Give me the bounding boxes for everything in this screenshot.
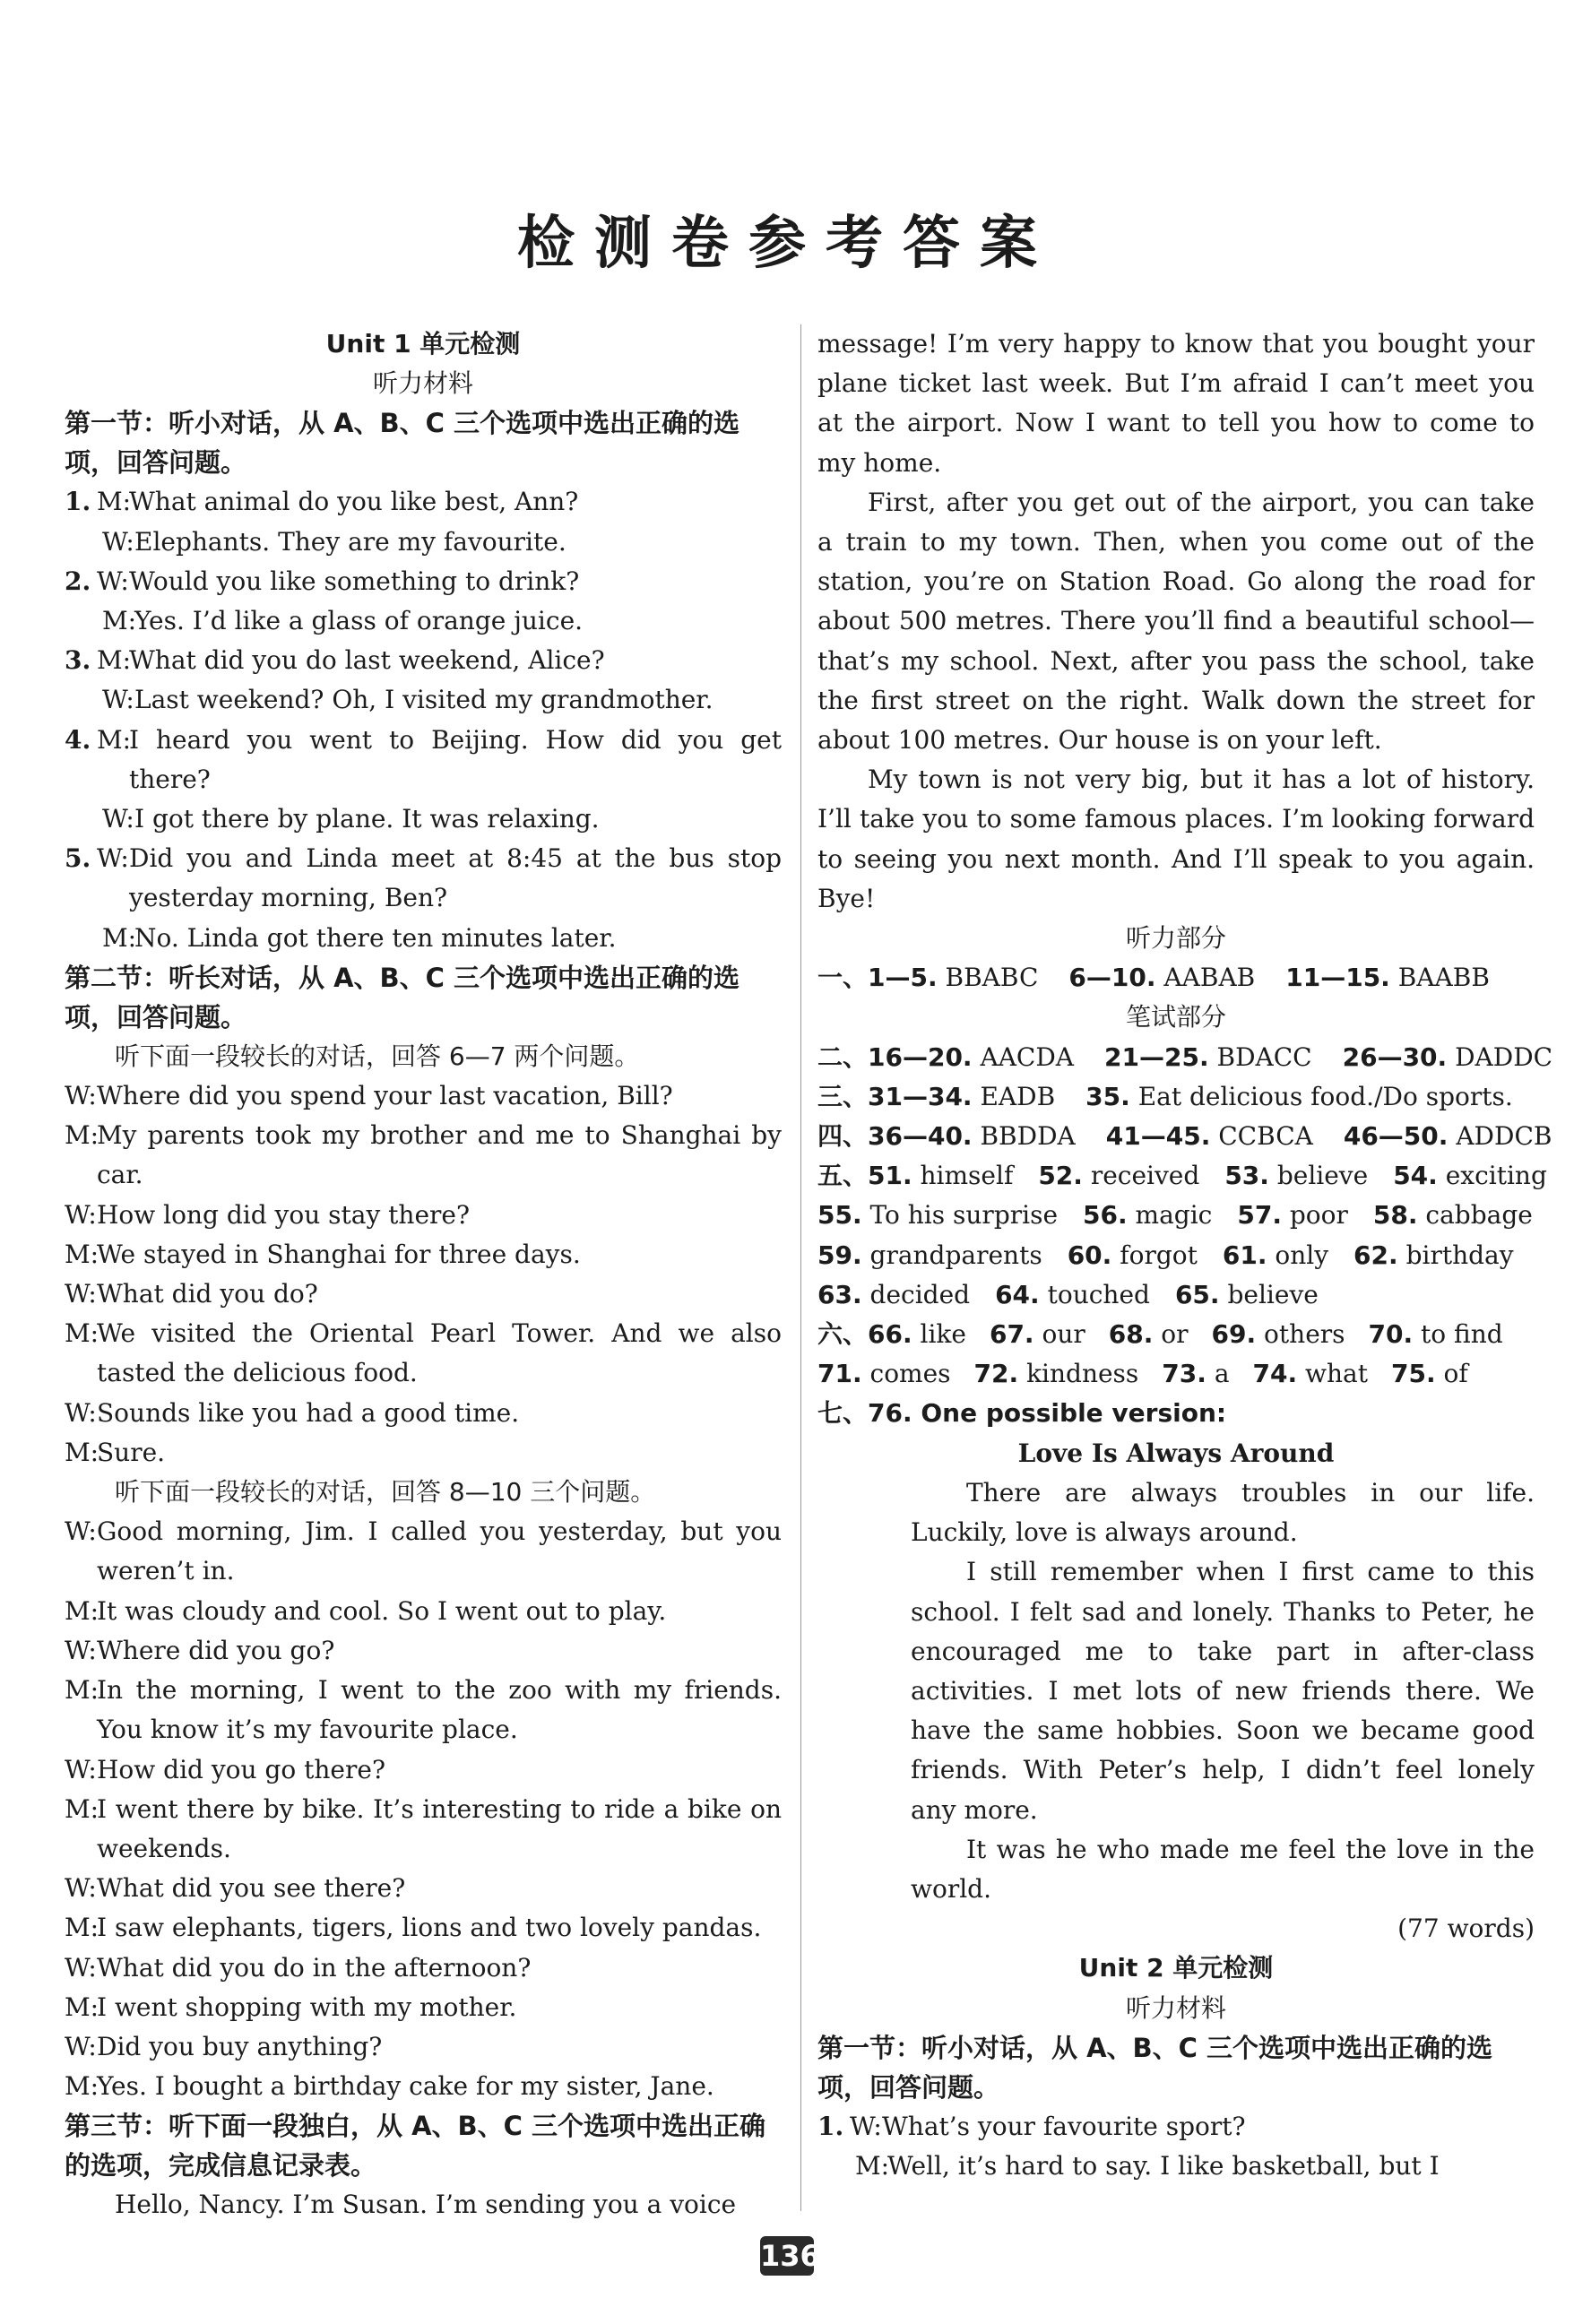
speaker: W: [850,2111,882,2141]
utterance: In the morning, I went to the zoo with my friends. You know it’s my favourite place. [97,1675,782,1745]
speaker: W: [65,1635,97,1665]
answer-item: 60. forgot [1067,1240,1198,1270]
answer-item: 一、1—5. BBABC [817,963,1039,993]
speaker: M: [65,1675,99,1706]
monologue-paragraph: First, after you get out of the airport, you can take a train to my town. Then, when you come out of the station, you’re on Station Road. Go along the road for about 500 metres. There you’ll find a beautiful school—that’s my school. Next, after you pass the school, take the first street on the right. Walk down the street for about 100 metres. Our house is on your left. [817,487,1535,756]
utterance: No. Linda got there ten minutes later. [134,922,617,953]
dialog-line [65,601,782,641]
speaker: M: [65,1437,99,1467]
answer-item: 71. comes [817,1359,951,1389]
speaker: M: [855,2150,890,2181]
utterance: Where did you go? [97,1635,335,1665]
answer-item: 67. our [989,1319,1085,1350]
essay-word-count: (77 words) [1397,1914,1535,1944]
dialog-line [65,680,782,720]
utterance: Did you buy anything? [97,2031,383,2061]
dialog-line [65,1750,782,1790]
unit2-listening-material: 听力材料 [1125,1992,1226,2023]
dialog-line [65,1631,782,1671]
dialog-line [65,1235,782,1274]
dialog-line [65,1908,782,1948]
answer-row [817,1117,1552,1156]
speaker: W: [102,526,134,557]
utterance: I went there by bike. It’s interesting to ride a bike on weekends. [97,1793,782,1863]
unit1-listening-material: 听力材料 [372,368,473,399]
unit1-section2-instruction: 第二节：听长对话，从 A、B、C 三个选项中选出正确的选项，回答问题。 [65,962,740,1032]
answer-row [817,1275,1535,1315]
answer-row [817,1156,1547,1196]
answer-item: 11—15. BAABB [1285,963,1490,993]
utterance: It was cloudy and cool. So I went out to play. [97,1595,667,1626]
answer-item: 53. believe [1224,1161,1369,1191]
answer-row [817,1196,1535,1235]
answer-item: 61. only [1222,1240,1329,1270]
answer-row [817,1315,1535,1354]
dialog-line [65,799,782,839]
dialog-line [65,1196,782,1235]
answer-item: 57. poor [1237,1200,1348,1231]
utterance: What animal do you like best, Ann? [129,487,579,517]
speaker: W: [102,804,134,834]
speaker: M: [97,724,132,755]
unit1-section3-instruction: 第三节：听下面一段独白，从 A、B、C 三个选项中选出正确的选项，完成信息记录表。 [65,2111,766,2181]
answer-item: 63. decided [817,1279,971,1309]
answer-item: 75. of [1390,1359,1468,1389]
speaker: W: [65,1754,97,1784]
left-column [65,324,782,2225]
speaker: M: [65,1991,99,2022]
answer-item: 74. what [1252,1359,1368,1389]
utterance: We stayed in Shanghai for three days. [97,1239,581,1269]
utterance: I got there by plane. It was relaxing. [134,804,600,834]
utterance: What’s your favourite sport? [882,2111,1246,2141]
utterance: I saw elephants, tigers, lions and two lovely pandas. [97,1913,762,1943]
utterance: Well, it’s hard to say. I like basketball, but I [887,2150,1440,2181]
answer-item: 52. received [1038,1161,1200,1191]
utterance: How did you go there? [97,1754,385,1784]
speaker: M: [65,1793,99,1824]
speaker: M: [97,645,132,676]
long-dialog2-intro: 听下面一段较长的对话，回答 8—10 三个问题。 [115,1477,656,1508]
unit1-section1-instruction: 第一节：听小对话，从 A、B、C 三个选项中选出正确的选项，回答问题。 [65,408,740,479]
utterance: What did you do? [97,1279,318,1309]
page-title: 检测卷参考答案 [517,210,1057,277]
answer-item: 65. believe [1174,1279,1319,1309]
speaker: W: [65,1873,97,1904]
dialog-line [65,482,782,522]
monologue-paragraph: My town is not very big, but it has a lot of history. I’ll take you to some famous places. I’m looking forward to seeing you next month. And I’ll speak to you again. Bye! [817,765,1535,913]
answer-item: 26—30. DADDC [1342,1041,1553,1072]
utterance: Elephants. They are my favourite. [134,526,566,557]
writing-part-heading: 笔试部分 [1125,1002,1226,1032]
dialog-line [65,1394,782,1433]
speaker: M: [97,487,132,517]
answer-item: 四、36—40. BBDDA [817,1121,1076,1152]
utterance: What did you see there? [97,1873,406,1904]
dialog-line [65,2027,782,2067]
utterance: Good morning, Jim. I called you yesterday, but you weren’t in. [97,1516,782,1586]
answer-item: 70. to find [1368,1319,1503,1350]
speaker: W: [65,1397,97,1428]
utterance: Did you and Linda meet at 8:45 at the bus stop yesterday morning, Ben? [129,843,782,913]
dialog-line [817,2107,1535,2147]
answer-item: 21—25. BDACC [1104,1041,1312,1072]
speaker: W: [97,843,129,874]
utterance: Sounds like you had a good time. [97,1397,520,1428]
dialog-line [65,641,782,680]
utterance: I heard you went to Beijing. How did you get there? [129,724,782,794]
dialog-line [65,523,782,562]
speaker: W: [65,2031,97,2061]
speaker: W: [102,685,134,715]
answer-item: 55. To his surprise [817,1200,1059,1231]
utterance: How long did you stay there? [97,1199,470,1230]
dialog-line [65,1512,782,1591]
speaker: W: [65,1279,97,1309]
unit2-title: Unit 2 单元检测 [1078,1953,1274,1983]
column-divider [800,324,801,2211]
dialog-line [65,1869,782,1908]
answer-item: 6—10. AABAB [1068,963,1256,993]
question-number: 1. [817,2111,844,2141]
utterance: Yes. I’d like a glass of orange juice. [134,606,584,636]
utterance: Sure. [97,1437,166,1467]
answer-row [817,1354,1535,1394]
essay-paragraph: I still remember when I first came to this school. I felt sad and lonely. Thanks to Peter, he encouraged me to take part in after-class activities. I met lots of new friends there. We have the same hobbies. Soon we became good friends. With Peter’s help, I didn’t feel lonely any more. [911,1557,1535,1825]
answer-item: 62. birthday [1353,1240,1514,1270]
essay-title: Love Is Always Around [1017,1438,1335,1468]
dialog-line [65,562,782,601]
answer-item: 三、31—34. EADB [817,1081,1056,1111]
listening-part-heading: 听力部分 [1125,923,1226,954]
utterance: What did you do last weekend, Alice? [129,645,605,676]
answer-item: 68. or [1108,1319,1189,1350]
speaker: W: [65,1516,97,1547]
question-number: 3. [65,645,91,676]
page-number: 136 [760,2236,814,2276]
speaker: M: [102,922,137,953]
answer-item: 59. grandparents [817,1240,1042,1270]
essay-paragraph: It was he who made me feel the love in the world. [911,1834,1535,1904]
dialog-line [817,2147,1535,2186]
speaker: M: [65,1120,99,1151]
answer-item: 58. cabbage [1372,1200,1533,1231]
monologue-paragraph: message! I’m very happy to know that you bought your plane ticket last week. But I’m afraid I can’t meet you at the airport. Now I want to tell you how to come to my home. [817,329,1535,478]
speaker: M: [65,1913,99,1943]
answer-row [817,1236,1535,1275]
speaker: W: [97,566,129,596]
dialog-line [65,839,782,918]
question-number: 1. [65,487,91,517]
question-number: 5. [65,843,91,874]
utterance: We visited the Oriental Pearl Tower. And we also tasted the delicious food. [97,1318,782,1388]
dialog-line [65,2067,782,2106]
dialog-line [65,1790,782,1869]
utterance: I went shopping with my mother. [97,1991,517,2022]
dialog-line [65,1433,782,1473]
dialog-line [65,1076,782,1116]
dialog-line [65,1274,782,1314]
dialog-line [65,1671,782,1749]
right-column [817,324,1553,2186]
utterance: Would you like something to drink? [129,566,580,596]
monologue-first-line: Hello, Nancy. I’m Susan. I’m sending you a voice [115,2190,737,2220]
utterance: Last weekend? Oh, I visited my grandmother. [134,685,713,715]
essay-label: 七、76. One possible version: [817,1398,1227,1429]
answer-item: 54. exciting [1393,1161,1547,1191]
answer-item: 五、51. himself [817,1161,1014,1191]
answer-item: 35. Eat delicious food./Do sports. [1085,1081,1513,1111]
question-number: 4. [65,724,91,755]
answer-item: 56. magic [1083,1200,1213,1231]
speaker: M: [65,1318,99,1349]
utterance: Yes. I bought a birthday cake for my sister, Jane. [97,2071,714,2102]
answer-item: 72. kindness [973,1359,1139,1389]
dialog-line [65,721,782,799]
answer-item: 六、66. like [817,1319,966,1350]
dialog-line [65,1116,782,1195]
answer-row [817,1038,1553,1077]
speaker: W: [65,1952,97,1983]
question-number: 2. [65,566,91,596]
answer-item: 46—50. ADDCB [1343,1121,1552,1152]
answer-item: 二、16—20. AACDA [817,1041,1075,1072]
utterance: What did you do in the afternoon? [97,1952,532,1983]
speaker: M: [65,2071,99,2102]
unit2-section1-instruction: 第一节：听小对话，从 A、B、C 三个选项中选出正确的选项，回答问题。 [817,2032,1493,2103]
utterance: My parents took my brother and me to Shanghai by car. [97,1120,782,1190]
answer-item: 73. a [1162,1359,1230,1389]
utterance: Where did you spend your last vacation, Bill? [97,1081,673,1111]
answer-item: 69. others [1211,1319,1345,1350]
dialog-line [65,1948,782,1988]
essay-paragraph: There are always troubles in our life. Luckily, love is always around. [911,1477,1535,1548]
speaker: W: [65,1199,97,1230]
speaker: M: [65,1239,99,1269]
dialog-line [65,919,782,958]
dialog-line [65,1988,782,2027]
essay-body [817,1473,1535,1909]
answer-item: 41—45. CCBCA [1105,1121,1313,1152]
speaker: M: [65,1595,99,1626]
unit1-title: Unit 1 单元检测 [325,329,521,359]
dialog-line [65,1314,782,1393]
speaker: M: [102,606,137,636]
answer-row [817,1077,1535,1117]
speaker: W: [65,1081,97,1111]
answer-row [817,958,1535,998]
answer-item: 64. touched [995,1279,1150,1309]
long-dialog1-intro: 听下面一段较长的对话，回答 6—7 两个问题。 [115,1041,640,1071]
dialog-line [65,1592,782,1631]
